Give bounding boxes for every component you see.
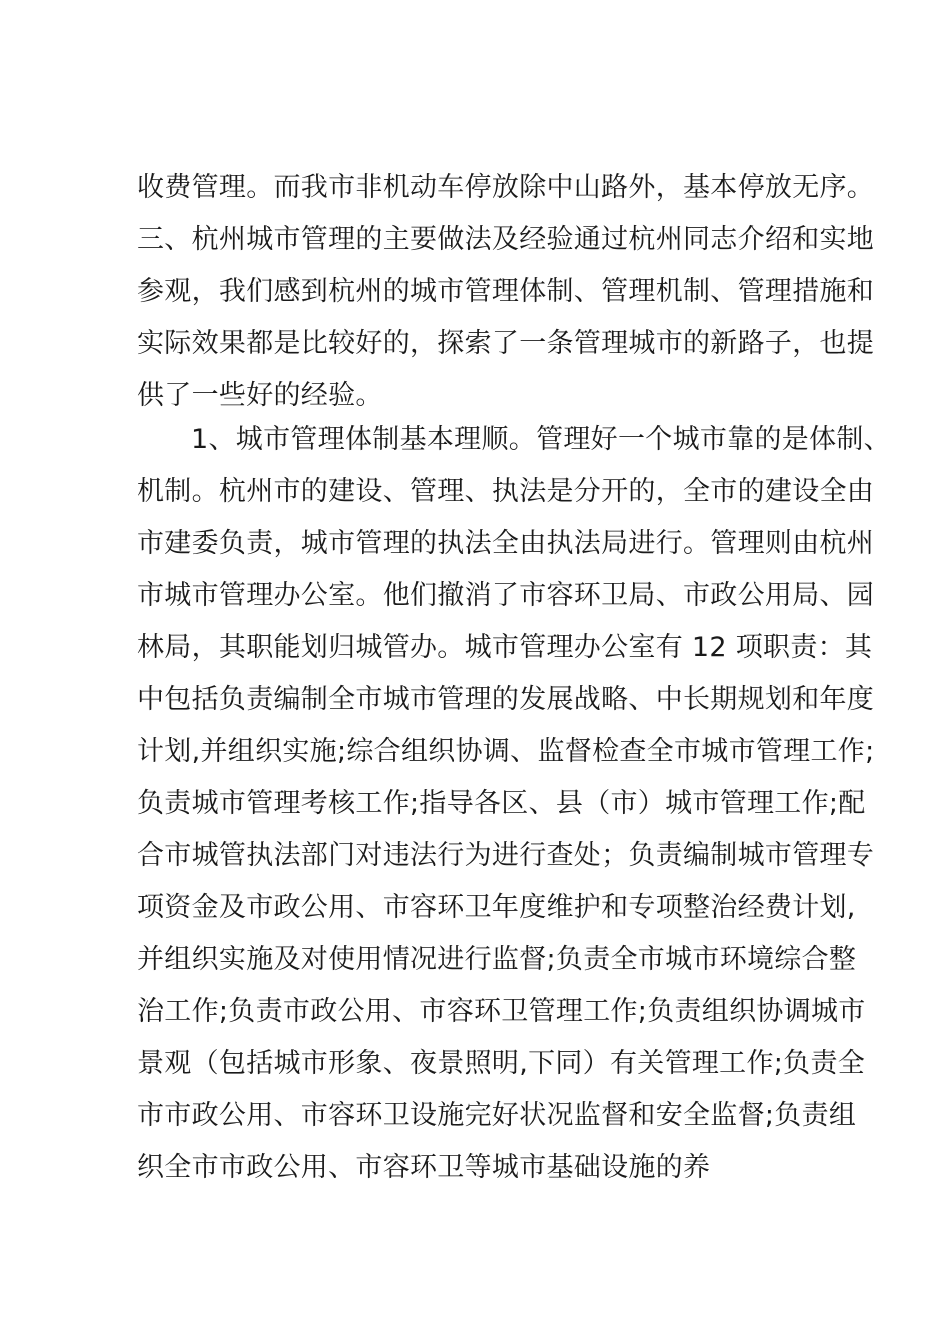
text-line: 中包括负责编制全市城市管理的发展战略、中长期规划和年度 [137, 684, 875, 715]
text-line: 实际效果都是比较好的，探索了一条管理城市的新路子，也提 [137, 328, 875, 359]
paragraph-1 [137, 162, 875, 422]
text-line: 参观，我们感到杭州的城市管理体制、管理机制、管理措施和 [137, 276, 875, 307]
text-line: 市市政公用、市容环卫设施完好状况监督和安全监督;负责组 [137, 1100, 857, 1131]
text-line: 并组织实施及对使用情况进行监督;负责全市城市环境综合整 [137, 944, 857, 975]
text-line: 织全市市政公用、市容环卫等城市基础设施的养 [137, 1152, 711, 1183]
text-line: 合市城管执法部门对违法行为进行查处；负责编制城市管理专 [137, 840, 875, 871]
text-line: 林局，其职能划归城管办。城市管理办公室有 12 项职责：其 [137, 632, 873, 663]
text-line: 机制。杭州市的建设、管理、执法是分开的，全市的建设全由 [137, 476, 875, 507]
text-line: 市建委负责，城市管理的执法全由执法局进行。管理则由杭州 [137, 528, 875, 559]
text-line: 供了一些好的经验。 [137, 380, 383, 411]
text-line: 项资金及市政公用、市容环卫年度维护和专项整治经费计划, [137, 892, 856, 923]
text-line: 收费管理。而我市非机动车停放除中山路外，基本停放无序。 [137, 172, 875, 203]
text-line: 三、杭州城市管理的主要做法及经验通过杭州同志介绍和实地 [137, 224, 875, 255]
text-line: 负责城市管理考核工作;指导各区、县（市）城市管理工作;配 [137, 788, 866, 819]
text-line: 市城市管理办公室。他们撤消了市容环卫局、市政公用局、园 [137, 580, 875, 611]
text-line: 治工作;负责市政公用、市容环卫管理工作;负责组织协调城市 [137, 996, 866, 1027]
paragraph-2 [137, 414, 891, 1194]
text-line: 1、城市管理体制基本理顺。管理好一个城市靠的是体制、 [191, 424, 891, 455]
text-line: 计划,并组织实施;综合组织协调、监督检查全市城市管理工作; [137, 736, 875, 767]
text-line: 景观（包括城市形象、夜景照明,下同）有关管理工作;负责全 [137, 1048, 866, 1079]
